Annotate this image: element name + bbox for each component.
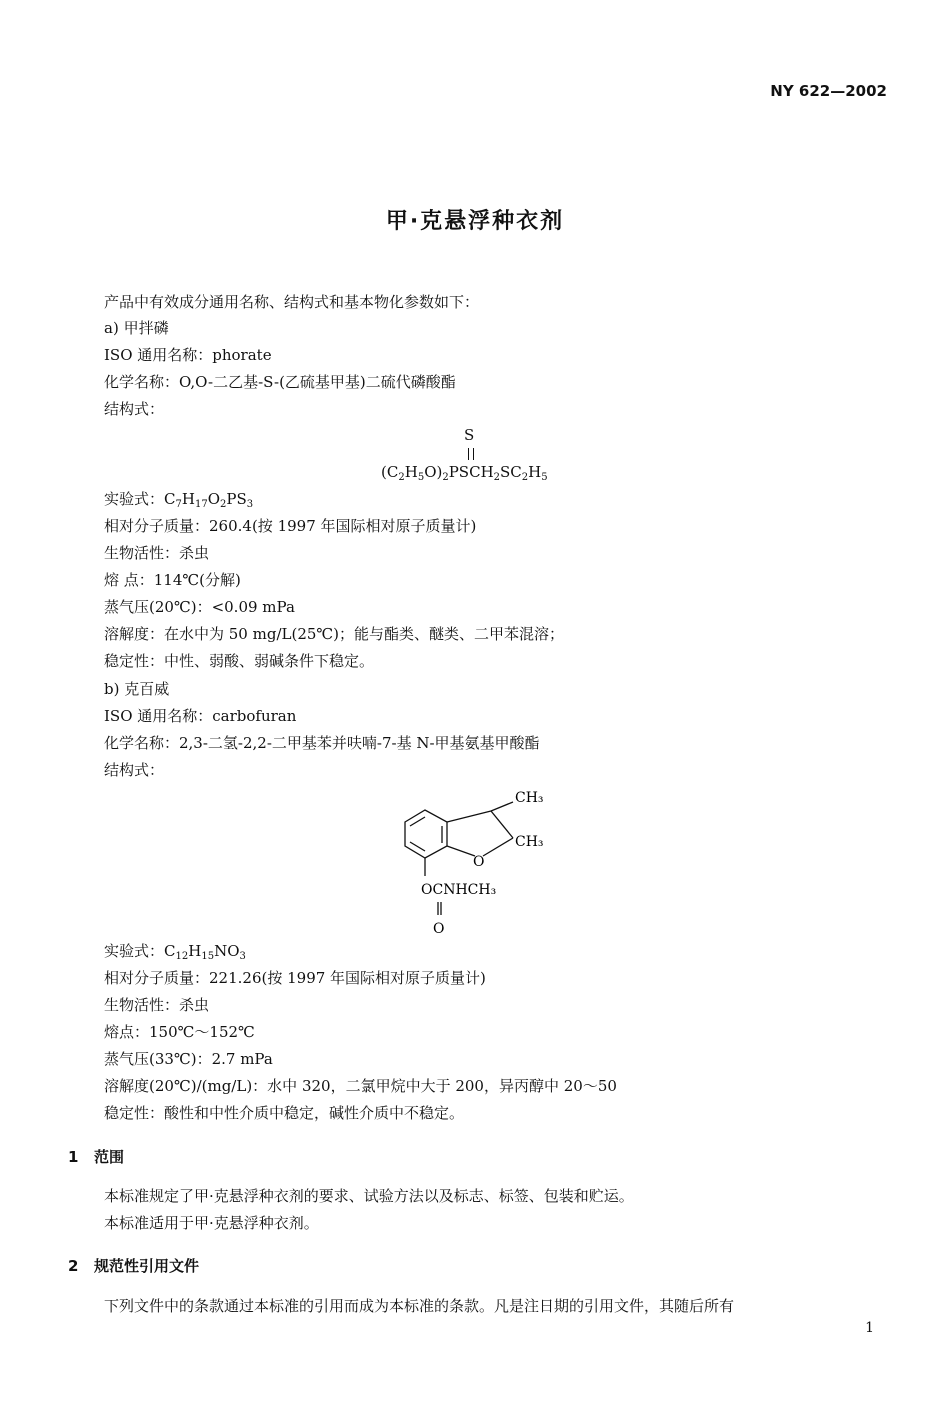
intro-text: 产品中有效成分通用名称、结构式和基本物化参数如下：: [104, 293, 480, 311]
item-b-activity: 生物活性：杀虫: [104, 996, 210, 1014]
item-a-vapor: 蒸气压(20℃)：<0.09 mPa: [104, 598, 295, 616]
item-a-activity: 生物活性：杀虫: [104, 544, 210, 562]
ring-bond-o: [483, 838, 513, 856]
benzene-ring: [405, 810, 447, 858]
item-b-chem-name: 化学名称：2,3-二氢-2,2-二甲基苯并呋喃-7-基 N-甲基氨基甲酸酯: [104, 734, 540, 752]
phorate-structure-formula: $(C_2H_5O)_2PSCH_2SC_2H_5$: [381, 463, 548, 483]
item-b-stability: 稳定性：酸性和中性介质中稳定，碱性介质中不稳定。: [104, 1104, 465, 1122]
item-b-mol-mass: 相对分子质量：221.26(按 1997 年国际相对原子质量计): [104, 969, 486, 987]
item-b-vapor: 蒸气压(33℃)：2.7 mPa: [104, 1050, 273, 1068]
phorate-double-bond: [468, 448, 474, 460]
item-b-heading: b) 克百威: [104, 680, 170, 698]
ch3-mid-label: CH₃: [515, 834, 544, 850]
carbofuran-structure: [395, 782, 575, 941]
item-a-heading: a) 甲拌磷: [104, 319, 169, 337]
item-b-melting: 熔点：150℃～152℃: [104, 1023, 255, 1041]
ring-oxygen-label: O: [473, 854, 485, 870]
page-number: 1: [865, 1320, 874, 1336]
item-b-structure-label: 结构式：: [104, 761, 165, 779]
carbofuran-structure-drawing: [395, 782, 575, 937]
ring-bond-top: [447, 811, 491, 822]
phorate-sulfur-atom: S: [464, 426, 475, 444]
item-a-structure-label: 结构式：: [104, 400, 165, 418]
item-a-solubility: 溶解度：在水中为 50 mg/L(25℃)；能与酯类、醚类、二甲苯混溶；: [104, 625, 565, 643]
section-1-paragraph-2: 本标准适用于甲·克悬浮种衣剂。: [104, 1214, 319, 1232]
ch3-top-label: CH₃: [515, 790, 544, 806]
item-b-solubility: 溶解度(20℃)/(mg/L)：水中 320，二氯甲烷中大于 200，异丙醇中 20～50: [104, 1077, 617, 1095]
carbonyl-oxygen-label: O: [433, 921, 445, 937]
carbamate-label: OCNHCH₃: [421, 882, 497, 898]
ring-bond-right: [491, 811, 513, 838]
section-2-heading: 2 规范性引用文件: [68, 1257, 200, 1275]
section-1-heading: 1 范围: [68, 1148, 125, 1166]
item-a-mol-mass: 相对分子质量：260.4(按 1997 年国际相对原子质量计): [104, 517, 477, 535]
document-title: 甲·克悬浮种衣剂: [385, 209, 565, 234]
item-b-exp-formula: 实验式：$C_{12}H_{15}NO_3$: [104, 942, 246, 962]
standard-number: NY 622—2002: [770, 82, 887, 100]
item-a-chem-name: 化学名称：O,O-二乙基-S-(乙硫基甲基)二硫代磷酸酯: [104, 373, 456, 391]
item-a-stability: 稳定性：中性、弱酸、弱碱条件下稳定。: [104, 652, 375, 670]
section-2-paragraph-1: 下列文件中的条款通过本标准的引用而成为本标准的条款。凡是注日期的引用文件，其随后所有: [104, 1297, 735, 1315]
item-b-iso-name: ISO 通用名称：carbofuran: [104, 707, 297, 725]
item-a-exp-formula: 实验式：$C_7H_{17}O_2PS_3$: [104, 490, 254, 510]
item-a-iso-name: ISO 通用名称：phorate: [104, 346, 272, 364]
section-1-paragraph-1: 本标准规定了甲·克悬浮种衣剂的要求、试验方法以及标志、标签、包装和贮运。: [104, 1187, 634, 1205]
item-a-melting: 熔 点：114℃(分解): [104, 571, 241, 589]
